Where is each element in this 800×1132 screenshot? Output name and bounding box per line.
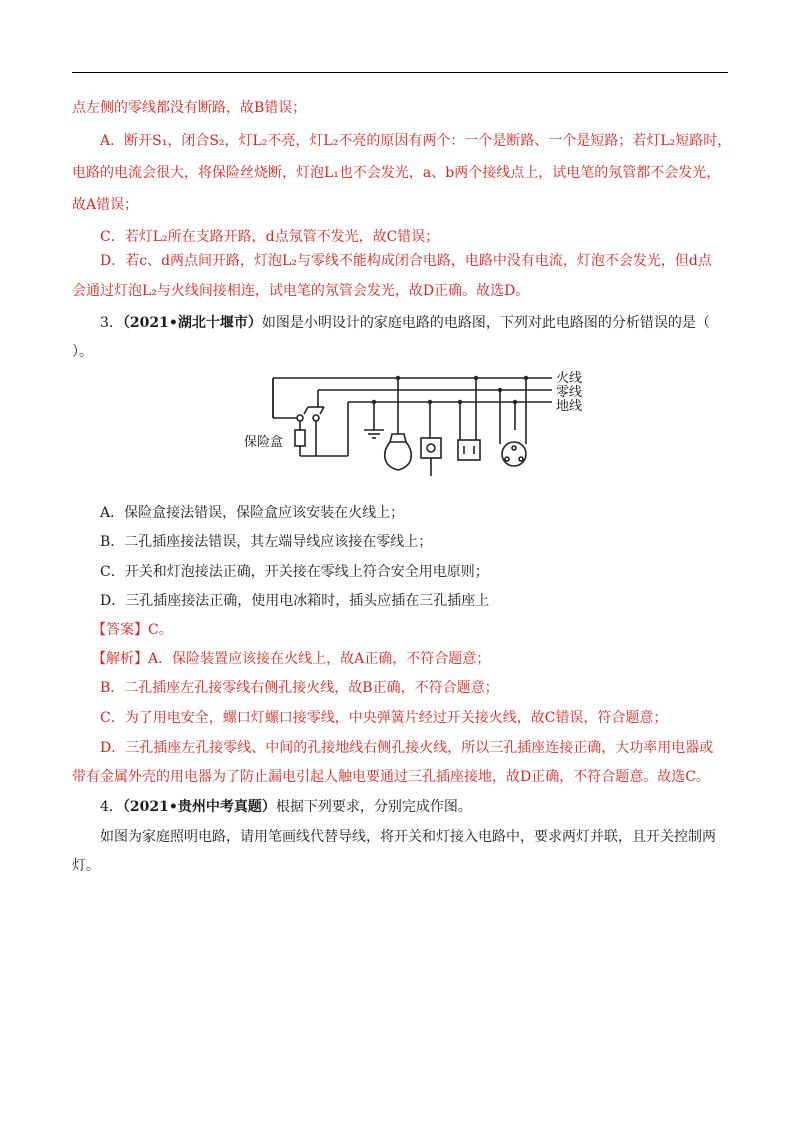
option-c: C．开关和灯泡接法正确，开关接在零线上符合安全用电原则； [100, 564, 489, 580]
text-line: A．断开S₁，闭合S₂，灯L₂不亮，灯L₂不亮的原因有两个：一个是断路、一个是短路；若灯L₂短路时， [100, 133, 732, 149]
label-live: 火线 [556, 371, 583, 386]
text-line: D．若c、d两点间开路，灯泡L₂与零线不能构成闭合电路，电路中没有电流，灯泡不会发光，但d点 [100, 253, 712, 269]
label-fuse-box: 保险盒 [244, 435, 284, 450]
text-line: C．若灯L₂所在支路开路，d点氖管不发光，故C错误； [100, 229, 440, 245]
text-line: 会通过灯泡L₂与火线间接相连，试电笔的氖管会发光，故D正确。故选D。 [72, 283, 530, 299]
question-number: 3． [100, 315, 123, 331]
answer: 【答案】C。 [92, 622, 173, 638]
question-4-desc: 如图为家庭照明电路，请用笔画线代替导线，将开关和灯接入电路中，要求两灯并联，且开关控制两 [100, 829, 716, 845]
circuit-diagram [240, 362, 592, 488]
text-line: 故A错误； [72, 197, 139, 213]
header-rule [72, 72, 728, 73]
analysis-b: B．二孔插座左孔接零线右侧孔接火线，故B正确，不符合题意； [100, 680, 499, 696]
question-3 [100, 313, 710, 333]
question-stem: 根据下列要求，分别完成作图。 [275, 799, 472, 815]
analysis-c: C．为了用电安全，螺口灯螺口接零线，中央弹簧片经过开关接火线，故C错误，符合题意； [100, 710, 668, 726]
fuse-box-symbol [295, 430, 305, 446]
analysis-d-cont: 带有金属外壳的用电器为了防止漏电引起人触电要通过三孔插座接地，故D正确，不符合题意。故选C。 [72, 769, 710, 785]
question-source: （2021•湖北十堰市） [122, 315, 262, 331]
analysis-label: 【解析】 [92, 651, 148, 667]
question-source: （2021•贵州中考真题） [122, 799, 276, 815]
question-number: 4． [100, 799, 123, 815]
option-b: B．二孔插座接法错误，其左端导线应该接在零线上； [100, 534, 433, 550]
question-stem: 如图是小明设计的家庭电路的电路图，下列对此电路图的分析错误的是（ [261, 315, 710, 331]
question-4-desc-cont: 灯。 [72, 858, 100, 874]
switch-contact [313, 415, 319, 421]
label-neutral: 零线 [556, 385, 583, 400]
analysis-d: D．三孔插座左孔接零线、中间的孔接地线右侧孔接火线，所以三孔插座连接正确，大功率用电器或 [100, 740, 714, 756]
option-a: A．保险盒接法错误，保险盒应该安装在火线上； [100, 505, 405, 521]
analysis-text: A．保险装置应该接在火线上，故A正确，不符合题意； [148, 651, 491, 667]
analysis-a [92, 649, 490, 669]
question-4 [100, 797, 472, 817]
option-d: D．三孔插座接法正确，使用电冰箱时，插头应插在三孔插座上 [100, 593, 490, 609]
text-line: 电路的电流会很大，将保险丝烧断，灯泡L₁也不会发光，a、b两个接线点上，试电笔的氖管都不会发光， [72, 165, 721, 181]
lamp-socket [390, 434, 406, 442]
label-ground: 地线 [556, 399, 583, 414]
switch-contact [297, 415, 303, 421]
text-line: 点左侧的零线都没有断路，故B错误； [72, 100, 307, 116]
lamp-switch [421, 438, 441, 458]
two-hole-socket [458, 440, 480, 460]
question-stem-cont: ）。 [72, 344, 93, 360]
lamp-bulb [385, 442, 412, 470]
